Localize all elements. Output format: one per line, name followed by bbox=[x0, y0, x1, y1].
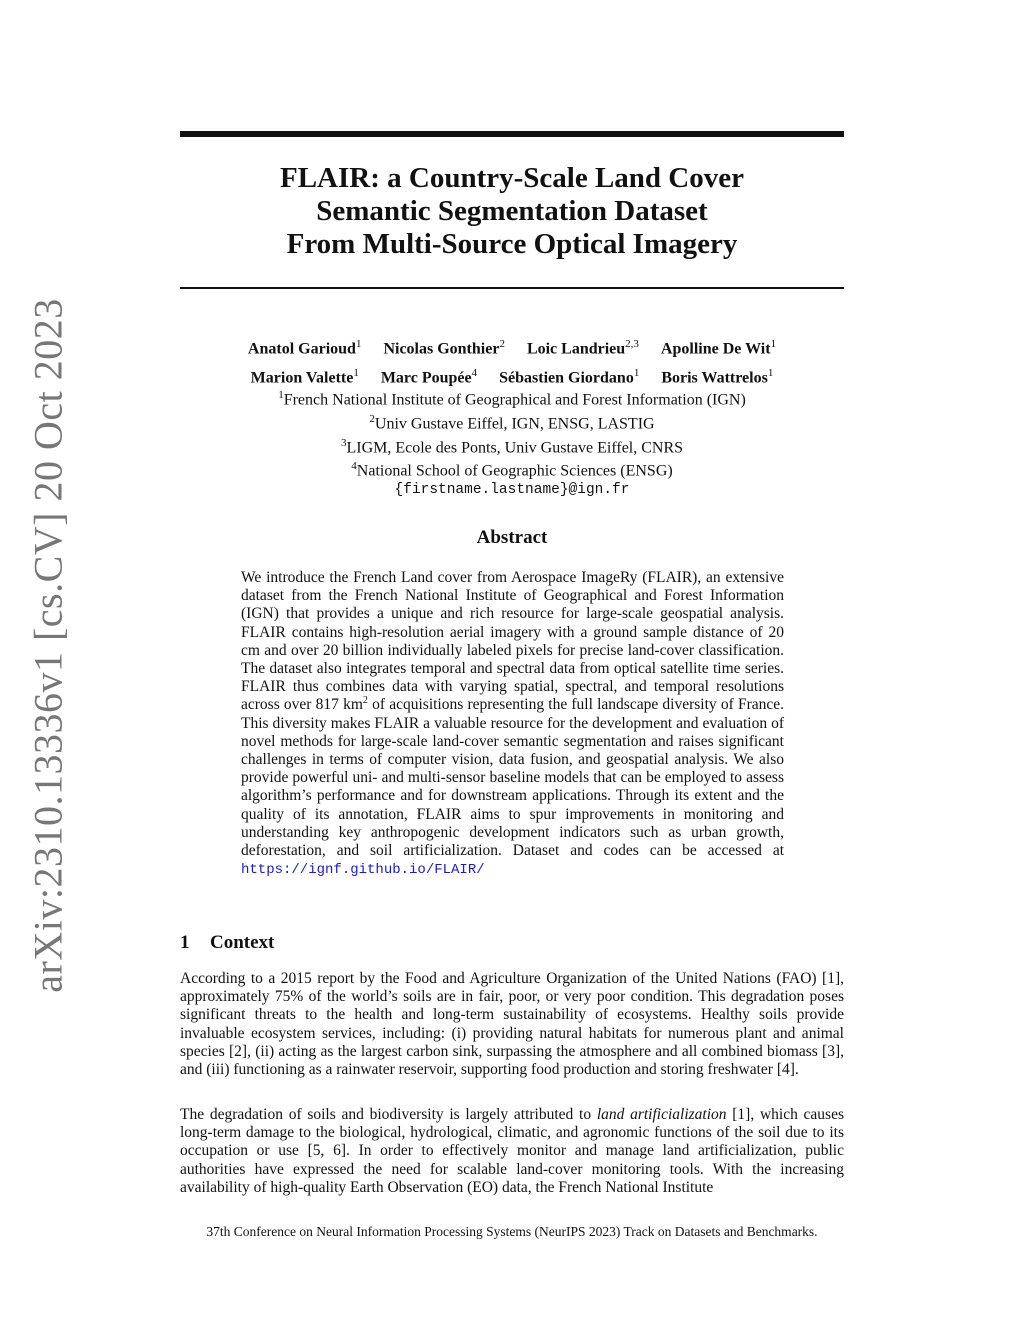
section-heading-context: 1 Context bbox=[180, 932, 275, 953]
abstract-heading: Abstract bbox=[476, 527, 548, 548]
arxiv-identifier: arXiv:2310.13336v1 [cs.CV] 20 Oct 2023 bbox=[25, 297, 71, 993]
author-list bbox=[180, 332, 844, 391]
author: Anatol Garioud$^1$ bbox=[247, 338, 362, 358]
conference-footnote: 37th Conference on Neural Information Processing Systems (NeurIPS 2023) Track on Datasets and Benchmarks. bbox=[206, 1224, 818, 1239]
author: Sébastien Giordano$^1$ bbox=[499, 367, 640, 387]
emphasis-term: land artificialization bbox=[596, 1106, 727, 1123]
author: Loic Landrieu$^{2,3}$ bbox=[526, 338, 639, 358]
affiliation-line: $^2$Univ Gustave Eiffel, IGN, ENSG, LASTIG bbox=[369, 412, 655, 433]
title-line: FLAIR: a Country-Scale Land Cover bbox=[280, 162, 744, 194]
author: Apolline De Wit$^1$ bbox=[660, 338, 777, 358]
author: Marion Valette$^1$ bbox=[250, 367, 359, 387]
author: Nicolas Gonthier$^2$ bbox=[383, 338, 505, 358]
affiliation-line: $^3$LIGM, Ecole des Ponts, Univ Gustave Eiffel, CNRS bbox=[340, 436, 684, 456]
arxiv-side-stamp bbox=[25, 297, 71, 993]
title-line: From Multi-Source Optical Imagery bbox=[286, 228, 738, 260]
affiliation-line: $^1$French National Institute of Geographical and Forest Information (IGN) bbox=[278, 389, 746, 409]
author: Marc Poupée$^4$ bbox=[380, 367, 478, 387]
author-row bbox=[180, 332, 844, 361]
title-top-rule bbox=[180, 131, 844, 137]
affiliation-line: $^4$National School of Geographic Sciences (ENSG) bbox=[351, 460, 673, 480]
title-bottom-rule bbox=[180, 287, 844, 289]
affiliations bbox=[180, 386, 844, 501]
dataset-link[interactable]: https://ignf.github.io/FLAIR/ bbox=[241, 862, 485, 879]
context-paragraph-1: According to a 2015 report by the Food and Agriculture Organization of the United Nations (FAO) [1], approximately 75% of the world’s soils are in fair, poor, or very poor condition. This degradation poses significant threats to the health and long-term sustainability of ecosystems. Healthy soils provide invaluable ecosystem services, including: (i) providing natural habitats for numerous plant and animal species [2], (ii) acting as the largest carbon sink, surpassing the atmosphere and all combined biomass [3], and (iii) functioning as a rainwater reservoir, supporting food production and storing freshwater [4]. bbox=[180, 970, 844, 1079]
contact-email: {firstname.lastname}@ign.fr bbox=[394, 482, 630, 499]
title-line: Semantic Segmentation Dataset bbox=[316, 195, 708, 227]
context-paragraph-2: The degradation of soils and biodiversity is largely attributed to land artificialization [1], which causes long-term damage to the biological, hydrological, climatic, and agronomic functions of the soil due to its occupation or use [5, 6]. In order to effectively monitor and manage land artificialization, public authorities have expressed the need for scalable land-cover monitoring tools. With the increasing availability of high-quality Earth Observation (EO) data, the French National Institute bbox=[180, 1106, 844, 1196]
abstract-body: We introduce the French Land cover from Aerospace ImageRy (FLAIR), an extensive dataset from the French National Institute of Geographical and Forest Information (IGN) that provides a unique and rich resource for large-scale geospatial analysis. FLAIR contains high-resolution aerial imagery with a ground sample distance of 20 cm and over 20 billion individually labeled pixels for precise land-cover classification. The dataset also integrates temporal and spectral data from optical satellite time series. FLAIR thus combines data with varying spatial, spectral, and temporal resolutions across over 817 $km^2$ of acquisitions representing the full landscape diversity of France. This diversity makes FLAIR a valuable resource for the development and evaluation of novel methods for large-scale land-cover semantic segmentation and raises significant challenges in terms of computer vision, data fusion, and geospatial analysis. We also provide powerful uni- and multi-sensor baseline models that can be employed to assess algorithm’s performance and for downstream applications. Through its extent and the quality of its annotation, FLAIR aims to spur improvements in monitoring and understanding key anthropogenic development indicators such as urban growth, deforestation, and soil artificialization. Dataset and codes can be accessed at https://ignf.github.io/FLAIR/ bbox=[241, 569, 784, 879]
paper-title bbox=[180, 162, 844, 261]
author: Boris Wattrelos$^1$ bbox=[661, 367, 774, 387]
